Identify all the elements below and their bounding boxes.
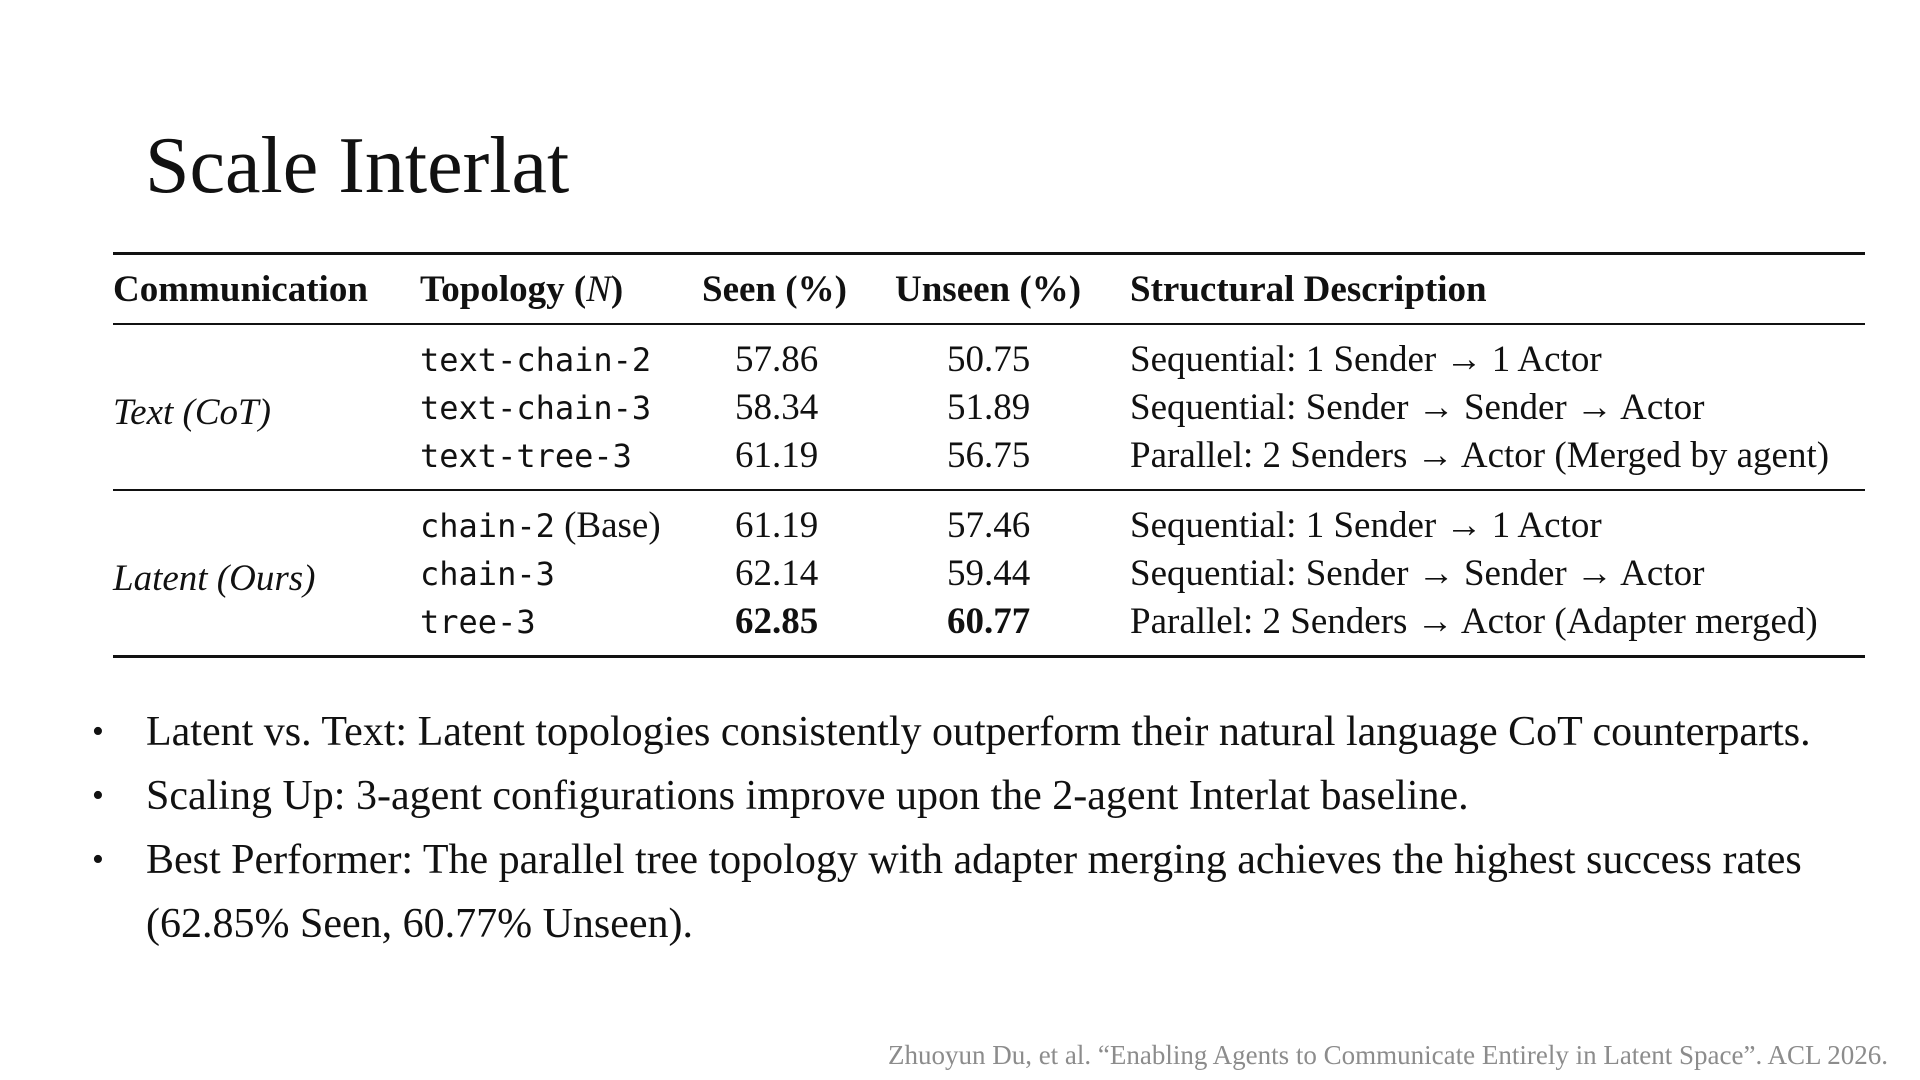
- topology-code: chain-3: [420, 554, 555, 593]
- bullet-marker: •: [92, 841, 104, 878]
- topology-code: tree-3: [420, 602, 536, 641]
- table-row: [113, 490, 1865, 549]
- seen-value: 62.14: [735, 552, 819, 594]
- table-row: [113, 324, 1865, 383]
- seen-value: 61.19: [735, 434, 819, 476]
- results-table: [113, 252, 1865, 658]
- bullet-marker: •: [92, 777, 104, 814]
- description-cell: Sequential: Sender → Sender → Actor: [1130, 386, 1705, 428]
- seen-value: 57.86: [735, 338, 819, 380]
- unseen-value: 57.46: [947, 504, 1031, 546]
- unseen-value: 50.75: [947, 338, 1031, 380]
- seen-value: 58.34: [735, 386, 819, 428]
- header-topology: [420, 254, 702, 325]
- description-cell: Sequential: Sender → Sender → Actor: [1130, 552, 1705, 594]
- topology-code: chain-2: [420, 506, 555, 545]
- seen-value: 61.19: [735, 504, 819, 546]
- topology-cell: [420, 490, 702, 549]
- header-unseen: Unseen (%): [895, 268, 1082, 310]
- header-topology-var: N: [586, 268, 611, 310]
- header-communication: Communication: [113, 268, 368, 310]
- bullet-item: [92, 700, 1832, 764]
- group-label: Text (CoT): [113, 391, 271, 433]
- topology-cell: [420, 597, 702, 657]
- topology-note: (Base): [554, 504, 661, 546]
- topology-cell: [420, 383, 702, 431]
- topology-code: text-chain-2: [420, 340, 652, 379]
- citation: Zhuoyun Du, et al. “Enabling Agents to Communicate Entirely in Latent Space”. ACL 2026.: [887, 1040, 1888, 1070]
- description-cell: Sequential: 1 Sender → 1 Actor: [1130, 504, 1602, 546]
- topology-cell: [420, 431, 702, 490]
- unseen-value: 51.89: [947, 386, 1031, 428]
- topology-code: text-tree-3: [420, 436, 632, 475]
- description-cell: Sequential: 1 Sender → 1 Actor: [1130, 338, 1602, 380]
- unseen-value: 59.44: [947, 552, 1031, 594]
- bullet-item: [92, 828, 1832, 956]
- table-header: [113, 254, 1865, 325]
- description-cell: Parallel: 2 Senders → Actor (Merged by agent): [1130, 434, 1830, 476]
- seen-value-best: 62.85: [735, 600, 819, 642]
- group-latent-ours: [113, 490, 1865, 657]
- bullet-marker: •: [92, 713, 104, 750]
- slide-title: Scale Interlat: [145, 122, 570, 210]
- description-cell: Parallel: 2 Senders → Actor (Adapter merged): [1130, 600, 1818, 642]
- header-row: [113, 254, 1865, 325]
- header-topology-close: ): [610, 268, 624, 310]
- bullet-text: Scaling Up: 3-agent configurations improve upon the 2-agent Interlat baseline.: [146, 773, 1469, 819]
- unseen-value-best: 60.77: [947, 600, 1031, 642]
- group-text-cot: [113, 324, 1865, 490]
- topology-code: text-chain-3: [420, 388, 652, 427]
- unseen-value: 56.75: [947, 434, 1031, 476]
- bullet-text: Best Performer: The parallel tree topology with adapter merging achieves the highest success rates (62.85% Seen, 60.77% Unseen).: [146, 837, 1802, 947]
- header-topology-label: Topology (: [420, 268, 587, 310]
- group-label: Latent (Ours): [113, 557, 316, 599]
- bullet-list: [92, 700, 1832, 956]
- bullet-text: Latent vs. Text: Latent topologies consistently outperform their natural language CoT counterparts.: [146, 709, 1811, 755]
- header-seen: Seen (%): [702, 268, 847, 310]
- header-description: Structural Description: [1130, 268, 1487, 310]
- topology-cell: [420, 324, 702, 383]
- topology-cell: [420, 549, 702, 597]
- bullet-item: [92, 764, 1832, 828]
